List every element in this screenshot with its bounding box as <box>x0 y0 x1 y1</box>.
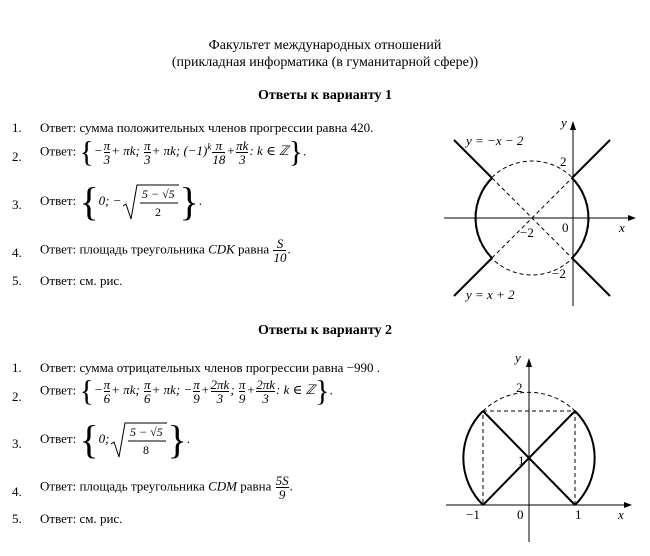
v1-num-3: 3. <box>12 197 22 212</box>
fraction-denominator: 9 <box>276 487 289 501</box>
x-arrow-icon <box>624 502 632 508</box>
v2-answer-2: Ответ: {− $\frac{\pi}{6}$ + πk; $\frac{\pi}{6}$ + πk; − $\frac{\pi}{9}$ + $\frac{2\pi k}{3}$ ; $\frac{\pi}{9}$ + $\frac{2\pi k}{3}$ : k ∈ ℤ}. <box>40 374 333 408</box>
v2-num-2: 2. <box>12 389 22 404</box>
v1-num-1: 1. <box>12 120 22 135</box>
tick-1-y: 1 <box>518 453 525 468</box>
x-arrow-icon <box>628 215 636 221</box>
answer-prefix: Ответ: <box>40 430 77 446</box>
svg-text:2: 2 <box>154 205 161 219</box>
answer-text: Ответ: площадь треугольника <box>40 478 205 494</box>
v2-answer-5: Ответ: см. рис. <box>40 511 123 526</box>
tick-minus-1: −1 <box>466 507 480 522</box>
radical-icon <box>110 420 168 460</box>
v2-answer-3: Ответ: {0; 5 − √5 8 }. <box>40 417 190 462</box>
tick-minus-2-x: −2 <box>520 225 534 240</box>
v1-answer-4: Ответ: площадь треугольника CDK равна $\frac{S}{10}$ . <box>40 236 291 265</box>
variant1-title: Ответы к варианту 1 <box>257 88 393 103</box>
fraction-denominator: 10 <box>273 250 287 265</box>
program-subtitle: (прикладная информатика (в гуманитарной сфере)) <box>171 55 479 70</box>
answer-prefix: Ответ: <box>40 143 77 159</box>
faculty-title: Факультет международных отношений <box>208 38 442 53</box>
triangle-name: CDK <box>208 241 235 257</box>
v2-answer-4: Ответ: площадь треугольника CDM равна $\frac{5S}{9}$ . <box>40 473 293 502</box>
svg-text:8: 8 <box>142 443 149 457</box>
v1-answer-3: Ответ: {0; − 5 − √5 2 }. <box>40 179 202 224</box>
v2-num-3: 3. <box>12 436 22 451</box>
y-axis-label: y <box>515 350 521 365</box>
answer-text: Ответ: площадь треугольника <box>40 241 205 257</box>
answer-prefix: Ответ: <box>40 382 77 398</box>
solid-arc-right <box>575 411 595 505</box>
svg-text:5 − √5: 5 − √5 <box>129 425 163 439</box>
ray <box>572 140 610 178</box>
y-axis-label: y <box>561 115 567 130</box>
x-axis-label: x <box>619 220 625 235</box>
answer-prefix: Ответ: <box>40 192 77 208</box>
y-arrow-icon <box>570 121 576 130</box>
tick-2: 2 <box>516 380 523 395</box>
tick-minus-2-y: −2 <box>552 266 566 281</box>
v2-answer-1: Ответ: сумма отрицательных членов прогрессии равна −990 . <box>40 360 381 375</box>
variant1-graph <box>440 110 640 310</box>
v1-num-2: 2. <box>12 149 22 164</box>
triangle-name: CDM <box>208 478 237 494</box>
label-top-line: y = −x − 2 <box>466 133 524 148</box>
radical-icon <box>122 182 180 222</box>
fraction-numerator: S <box>276 236 284 251</box>
tick-2: 2 <box>560 154 567 169</box>
tick-0: 0 <box>562 220 569 235</box>
fraction-numerator: 5S <box>275 473 289 488</box>
label-bottom-line: y = x + 2 <box>466 287 515 302</box>
svg-text:5 − √5: 5 − √5 <box>141 187 175 201</box>
equals-word: равна <box>238 241 270 257</box>
v1-answer-2: Ответ: {− $\frac{\pi}{3}$ + πk; $\frac{\pi}{3}$ + πk; $(-1)^k$ $\frac{\pi}{18}$ + $\frac{\pi k}{3}$ : k ∈ ℤ}. <box>40 135 307 169</box>
v2-num-4: 4. <box>12 484 22 499</box>
tick-0: 0 <box>517 507 524 522</box>
y-arrow-icon <box>526 358 532 367</box>
equals-word: равна <box>240 478 272 494</box>
tick-1: 1 <box>575 507 582 522</box>
x-axis-label: x <box>618 507 624 522</box>
variant2-title: Ответы к варианту 2 <box>257 323 393 338</box>
v1-answer-1: Ответ: сумма положительных членов прогрессии равна 420. <box>40 120 374 135</box>
v1-answer-5: Ответ: см. рис. <box>40 273 123 288</box>
solid-arc-left <box>463 411 483 505</box>
v1-num-4: 4. <box>12 245 22 260</box>
v2-num-5: 5. <box>12 511 22 526</box>
ray <box>572 258 610 296</box>
variant2-graph <box>440 345 640 545</box>
v2-num-1: 1. <box>12 360 22 375</box>
v1-num-5: 5. <box>12 273 22 288</box>
